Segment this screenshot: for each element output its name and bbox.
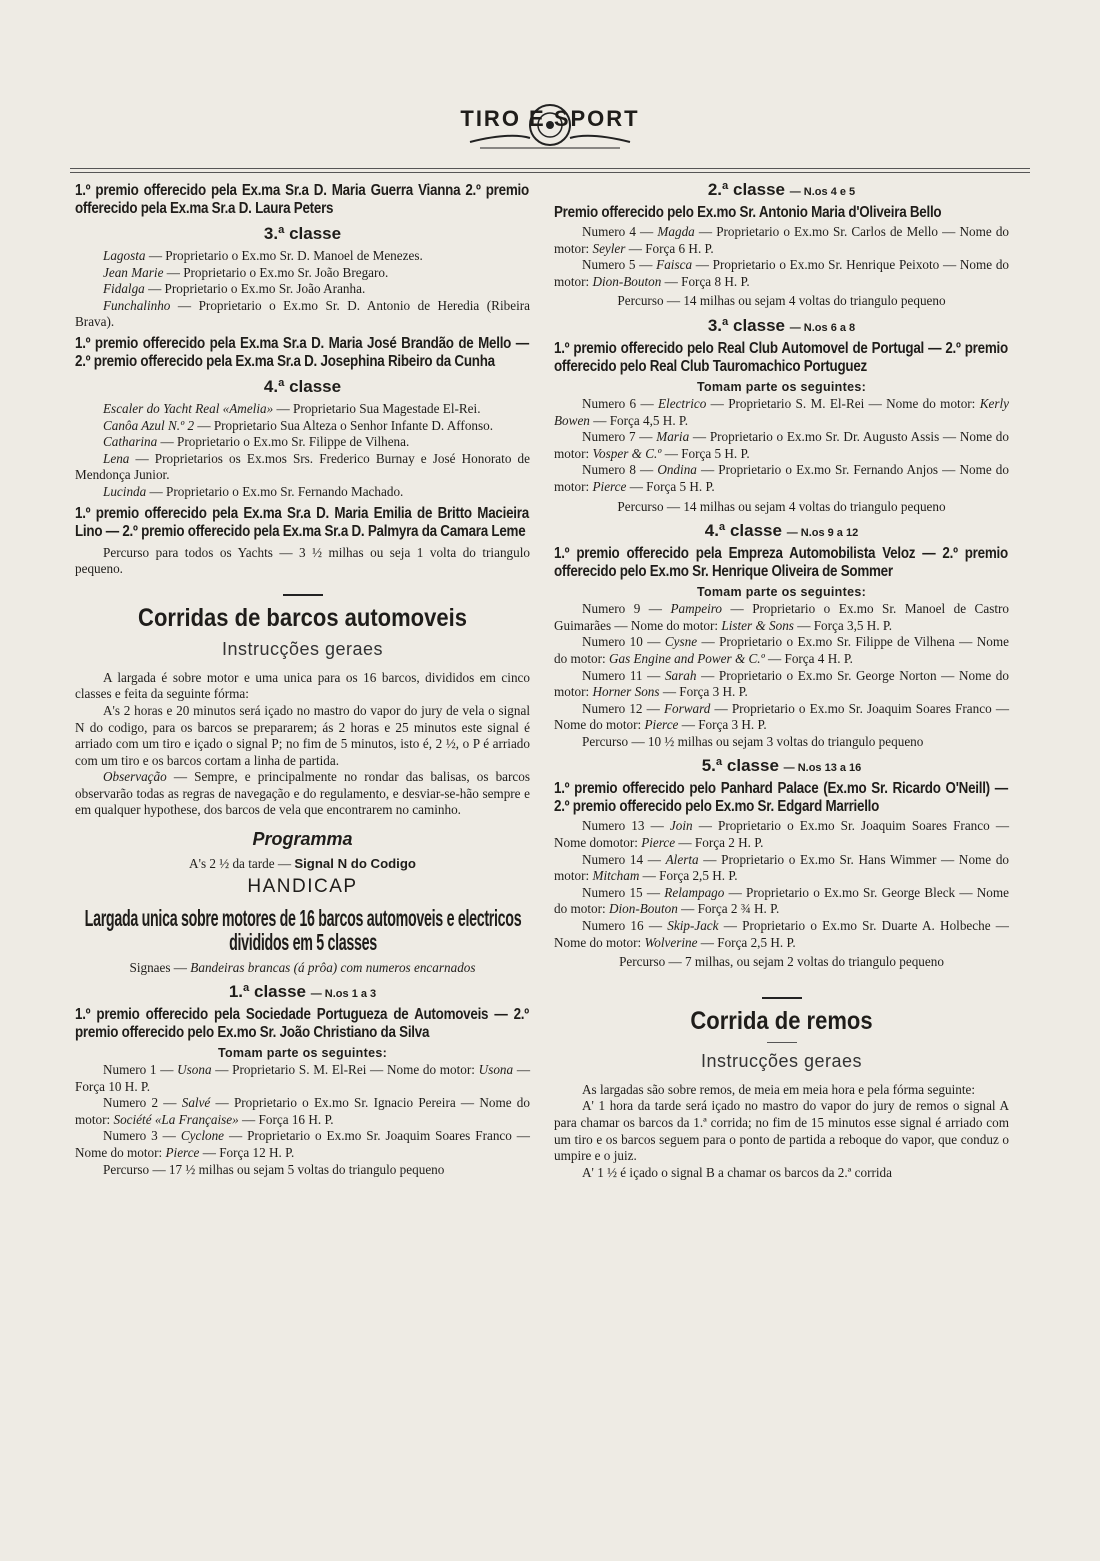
entry-detail: — Proprietario S. M. El-Rei — Nome do motor: [706,395,980,411]
entry-detail: — Força 12 H. P. [199,1145,295,1161]
entry-list [75,1062,530,1162]
boat-name: Faisca [656,257,693,273]
entry-detail: — Força 4 H. P. [764,650,853,666]
boat-name: Jean Marie [103,264,164,280]
entry-detail: — Proprietario o Ex.mo Sr. George Bleck — Nome do motor: [554,884,1010,917]
entry-detail: — Proprietario o Ex.mo Sr. Hans Wimmer — Nome do motor: [554,851,1010,884]
largada-heading: Largada unica sobre motores de 16 barcos automoveis e electricos divididos em 5 classes [84,905,521,956]
entry-detail: — Força 2,5 H. P. [639,868,738,884]
entry-line [554,429,1009,462]
entry-line [75,248,530,265]
left-column [75,178,530,1178]
entry-line [554,601,1009,634]
entry-detail: — Proprietario o Ex.mo Sr. D. Manoel de Menezes. [145,248,423,263]
entry-detail: — Proprietario o Ex.mo Sr. João Bregaro. [163,264,389,280]
class-heading [554,180,1009,200]
entry-detail: — Força 8 H. P. [661,273,750,289]
prize-text: 1.º premio offerecido pela Sociedade Portugueza de Automoveis — 2.º premio offerecido pelo Ex.mo Sr. João Christiano da Silva [75,1006,529,1042]
motor-name: Pierce [165,1145,200,1161]
section-subtitle: Instrucções geraes [700,1050,863,1071]
section-divider [283,594,323,596]
boat-name: Cysne [664,634,698,650]
motor-name: Gas Engine and Power & C.º [608,650,765,666]
class-heading: 3.ª classe [263,224,342,243]
class-label: 2.ª classe [707,180,786,199]
instruction-paragraph: A' 1 hora da tarde será içado no mastro do vapor do jury de remos o signal A para chamar os barcos da 1.ª corrida; no fim de 15 minutos esse signal é arriado com um tiro e os barcos seguem para o ponto de partida a reboque do vapor, que conduz o umpire e o juiz. [554,1098,1009,1164]
percurso-text: Percurso — 7 milhas, ou sejam 2 voltas do triangulo pequeno [619,954,944,970]
entry-line [75,265,530,282]
signal-prefix: A's 2 ½ da tarde — [189,856,295,872]
entry-detail: — Proprietario o Ex.mo Sr. Joaquim Soares Franco — Nome do motor: [554,700,1010,733]
participants-heading: Tomam parte os seguintes: [696,585,867,600]
class-heading: 4.ª classe [263,376,342,396]
motor-name: Wolverine [644,934,698,950]
entry-detail: — Proprietario o Ex.mo Sr. Filippe de Vilhena. [157,434,410,450]
entry-line [554,852,1009,885]
entry-detail: Numero 3 — [103,1128,181,1144]
entry-detail: — Força 10 H. P. [75,1062,531,1094]
entry-line [75,401,530,418]
entry-line [75,418,530,435]
motor-name: Vosper & C.º [592,445,662,461]
instruction-paragraph: As largadas são sobre remos, de meia em meia hora e pela fórma seguinte: [582,1081,976,1097]
prize-text: 1.º premio offerecido pela Empreza Automobilista Veloz — 2.º premio offerecido pelo Ex.mo Sr. Henrique Oliveira de Sommer [554,545,1008,581]
class-numbers: — N.os 9 a 12 [786,527,859,540]
entry-detail: — Proprietario o Ex.mo Sr. Henrique Peixoto — Nome do motor: [554,257,1010,289]
section-subtitle: Instrucções geraes [221,638,384,659]
class-heading [554,756,1009,776]
boat-name: Funchalinho [103,297,171,313]
header-rule-2 [70,172,1030,173]
boat-name: Lagosta [103,248,146,263]
class-heading [75,982,530,1002]
entry-line [75,434,530,451]
boat-name: Join [669,818,693,834]
class-label: 1.ª classe [228,982,307,1002]
motor-name: Pierce [641,835,676,851]
entry-detail: — Força 3 H. P. [678,717,767,733]
boat-name: Cyclone [180,1128,225,1144]
boat-name: Pampeiro [670,601,723,617]
prize-text: 1.º premio offerecido pelo Panhard Palace (Ex.mo Sr. Ricardo O'Neill) — 2.º premio offerecido pelo Ex.mo Sr. Edgard Marriello [554,780,1008,816]
entry-detail: — Proprietario o Ex.mo Sr. Ignacio Pereira — Nome do motor: [75,1095,530,1127]
entry-line [75,451,530,484]
entry-detail: — Proprietarios os Ex.mos Srs. Frederico Burnay e José Honorato de Mendonça Junior. [75,450,530,483]
entry-detail: Numero 13 — [582,818,670,834]
motor-name: Lister & Sons [721,617,794,633]
class-heading [554,316,1009,336]
entry-detail: Numero 1 — [103,1062,178,1078]
entry-detail: — Proprietario o Ex.mo Sr. Fernando Machado. [146,483,404,499]
entry-detail: — Força 5 H. P. [626,478,715,494]
entry-detail: — Força 6 H. P. [625,240,714,256]
entry-list [554,224,1009,290]
motor-name: Kerly Bowen [554,395,1009,428]
entry-line [554,885,1009,918]
class-numbers: — N.os 13 a 16 [783,762,862,775]
handicap-heading: HANDICAP [247,876,358,898]
boat-name: Salvé [181,1095,211,1111]
entry-detail: — Força 2 ¾ H. P. [677,901,780,917]
programma-heading: Programma [252,829,353,850]
boat-name: Lena [103,450,130,466]
entry-detail: Numero 12 — [582,700,664,716]
participants-heading: Tomam parte os seguintes: [696,379,867,394]
section-title: Corridas de barcos automoveis [138,603,467,632]
entry-list [554,818,1009,951]
boat-name: Lucinda [103,483,147,499]
entry-detail: Numero 16 — [582,918,668,934]
entry-detail: — Proprietario o Ex.mo Sr. Filippe de Vilhena — Nome do motor: [554,634,1009,666]
class-label: 3.ª classe [707,315,786,335]
entry-detail: — Proprietario o Ex.mo Sr. Joaquim Soares Franco — Nome domotor: [554,818,1010,851]
entry-line [554,701,1009,734]
entry-list [554,396,1009,496]
entry-detail: — Proprietario Sua Alteza o Senhor Infante D. Affonso. [194,417,494,433]
entry-line [554,462,1009,495]
entry-line [75,298,530,331]
percurso-text: Percurso — 14 milhas ou sejam 4 voltas do triangulo pequeno [617,293,946,309]
prize-text: 1.º premio offerecido pela Ex.ma Sr.a D. Maria Emilia de Britto Macieira Lino — 2.º premio offerecido pela Ex.ma Sr.a D. Palmyra da Camara Leme [75,504,529,540]
signal-bold: Signal N do Codigo [294,856,416,872]
entry-detail: — Proprietario o Ex.mo Sr. Fernando Anjos — Nome do motor: [554,462,1009,494]
entry-detail: Numero 8 — [582,462,658,478]
entry-detail: — Força 2,5 H. P. [697,934,796,950]
participants-heading: Tomam parte os seguintes: [217,1046,388,1061]
boat-name: Forward [663,700,711,716]
observation-label: Observação [103,769,167,785]
motor-name: Horner Sons [592,684,660,700]
boat-name: Sarah [664,667,697,683]
entry-detail: Numero 5 — [582,257,657,273]
prize-text: 1.º premio offerecido pela Ex.ma Sr.a D. Maria José Brandão de Mello — 2.º premio offerecido pela Ex.ma Sr.a D. Josephina Ribeiro da Cunha [75,334,529,370]
boat-name: Escaler do Yacht Real «Amelia» [103,400,274,416]
entry-list [554,601,1009,734]
boat-name: Alerta [665,851,699,867]
boat-name: Catharina [103,434,158,450]
boat-name: Magda [657,224,695,239]
right-column [554,178,1009,1181]
instruction-paragraph: A' 1 ½ é içado o signal B a chamar os barcos da 2.ª corrida [582,1164,892,1180]
logo-text: TIRO E SPORT [460,106,640,131]
entry-detail: — Força 3,5 H. P. [793,617,893,633]
percurso-text: Percurso — 14 milhas ou sejam 4 voltas do triangulo pequeno [617,498,946,514]
boat-name: Fidalga [103,281,145,297]
entry-detail: Numero 15 — [582,884,665,900]
entry-detail: — Força 5 H. P. [661,445,750,461]
entry-line [554,634,1009,667]
section-title: Corrida de remos [690,1006,873,1035]
percurso-text: Percurso para todos os Yachts — 3 ½ milhas ou seja 1 volta do triangulo pequeno. [75,544,530,577]
entry-detail: — Força 2 H. P. [675,835,764,851]
prize-text: Premio offerecido pelo Ex.mo Sr. Antonio Maria d'Oliveira Bello [554,204,942,221]
boat-name: Maria [656,429,690,445]
class-numbers: — N.os 6 a 8 [789,321,856,334]
boat-name: Usona [177,1062,212,1078]
entry-detail: — Proprietario o Ex.mo Sr. Manoel de Castro Guimarães — Nome do motor: [554,601,1009,633]
entry-detail: Numero 14 — [582,851,666,867]
motor-name: Mitcham [592,868,640,884]
entry-line [554,396,1009,429]
entry-detail: — Proprietario Sua Magestade El-Rei. [273,400,481,416]
signal-line [75,856,530,872]
class-heading [554,521,1009,541]
tiro-e-sport-logo [460,98,640,152]
entry-detail: Numero 4 — [582,224,658,239]
entry-detail: — Força 4,5 H. P. [589,412,689,428]
entry-detail: Numero 11 — [582,667,665,683]
prize-text: 1.º premio offerecido pelo Real Club Automovel de Portugal — 2.º premio offerecido pelo Real Club Tauromachico Portuguez [554,339,1008,375]
motor-name: Seyler [592,240,626,256]
entry-detail: — Proprietario o Ex.mo Sr. Duarte A. Holbeche — Nome do motor: [554,918,1009,950]
entry-detail: — Proprietario S. M. El-Rei — Nome do motor: [211,1062,479,1078]
percurso-text: Percurso — 17 ½ milhas ou sejam 5 voltas do triangulo pequeno [103,1161,445,1177]
entry-line [75,1062,530,1095]
entry-line [554,818,1009,851]
boat-name: Skip-Jack [667,918,719,934]
boat-name: Ondina [657,462,697,478]
entry-line [75,1128,530,1161]
entry-line [554,224,1009,257]
signaes-prefix: Signaes — [129,960,191,976]
instruction-paragraph: A's 2 horas e 20 minutos será içado no mastro do vapor do jury de vela o signal N do codigo, para os barcos se prepararem; ás 2 horas e 25 minutos este signal é arriado com um tiro e içado o signal P; no fim de 5 minutos, isto é, 2 ½, o P é arriado com um tiro e os barcos cortam a linha de partida. [75,702,530,768]
entry-detail: Numero 7 — [582,429,657,445]
motor-name: Pierce [592,478,627,494]
entry-line [75,281,530,298]
motor-name: Usona [478,1062,514,1078]
entry-line [554,257,1009,290]
class-label: 5.ª classe [701,756,779,776]
motor-name: Dion-Bouton [608,901,678,917]
motor-name: Société «La Française» [113,1111,239,1127]
entry-detail: Numero 2 — [103,1095,182,1111]
entry-list [75,248,530,331]
section-divider [762,997,802,999]
percurso-text: Percurso — 10 ½ milhas ou sejam 3 voltas do triangulo pequeno [582,733,924,749]
entry-detail: — Proprietario o Ex.mo Sr. Carlos de Mello — Nome do motor: [554,224,1010,256]
entry-detail: — Proprietario o Ex.mo Sr. Joaquim Soares Franco — Nome do motor: [75,1128,530,1161]
entry-line [554,668,1009,701]
entry-list [75,401,530,501]
entry-detail: — Força 16 H. P. [238,1111,334,1127]
entry-detail: — Força 3 H. P. [659,684,748,700]
instruction-paragraph: A largada é sobre motor e uma unica para os 16 barcos, divididos em cinco classes e feita da seguinte fórma: [75,669,530,702]
entry-detail: Numero 6 — [582,395,658,411]
entry-detail: — Proprietario o Ex.mo Sr. João Aranha. [144,281,366,297]
boat-name: Electrico [658,395,707,411]
entry-detail: — Proprietario o Ex.mo Sr. Dr. Augusto Assis — Nome do motor: [554,429,1009,461]
entry-detail: Numero 9 — [582,601,671,617]
observation-paragraph [75,769,530,819]
boat-name: Canôa Azul N.º 2 [103,417,195,433]
header-rule [70,168,1030,169]
entry-detail: — Proprietario o Ex.mo Sr. George Norton — Nome do motor: [554,667,1009,700]
entry-line [75,484,530,501]
signaes-italic: Bandeiras brancas (á prôa) com numeros encarnados [190,960,476,976]
motor-name: Dion-Bouton [592,273,662,289]
masthead [0,98,1100,157]
boat-name: Relampago [664,884,725,900]
motor-name: Pierce [644,717,679,733]
entry-line [554,918,1009,951]
prize-text: 1.º premio offerecido pela Ex.ma Sr.a D. Maria Guerra Vianna 2.º premio offerecido pela Ex.ma Sr.a D. Laura Peters [75,182,529,217]
signaes-line [75,960,530,976]
class-numbers: — N.os 4 e 5 [789,186,856,198]
entry-line [75,1095,530,1128]
section-divider-thin [767,1042,797,1043]
class-label: 4.ª classe [704,521,782,541]
entry-detail: Numero 10 — [582,634,665,650]
observation-text: — Sempre, e principalmente no rondar das balisas, os barcos observarão todas as regras de navegação e do regulamento, e desviar-se-hão sempre e em qualquer hypothese, dos barcos de vela que encontrarem no caminho. [75,769,530,818]
entry-detail: — Proprietario o Ex.mo Sr. D. Antonio de Heredia (Ribeira Brava). [75,297,530,330]
class-numbers: — N.os 1 a 3 [310,988,377,1001]
